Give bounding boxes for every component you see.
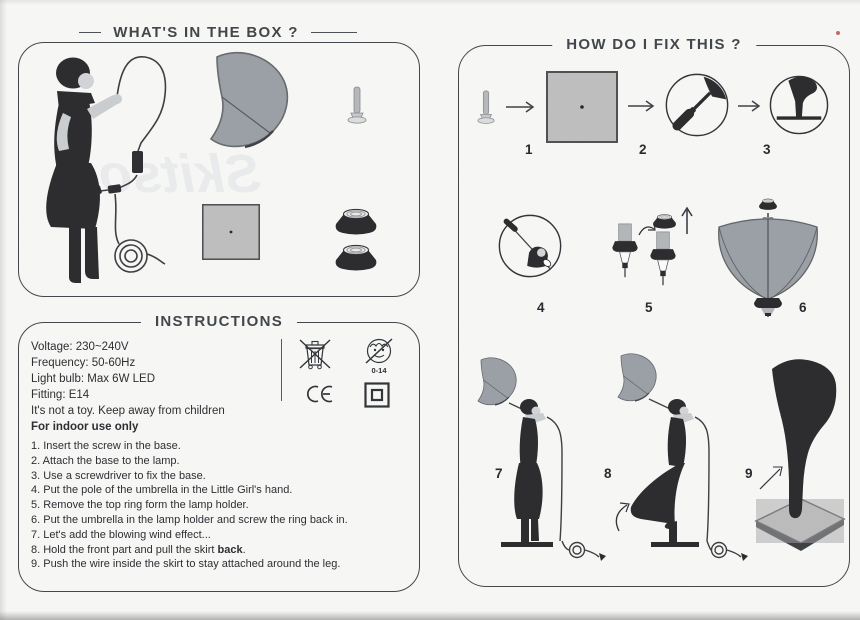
box-contents-panel bbox=[18, 42, 420, 297]
arrow-right-icon-1 bbox=[505, 100, 537, 114]
step5-lamp-holder-b bbox=[649, 231, 677, 287]
little-girl-with-cord-illustration bbox=[29, 51, 177, 289]
spec-frequency: Frequency: 50-60Hz bbox=[31, 357, 136, 369]
whats-in-the-box-title: WHAT'S IN THE BOX ? bbox=[113, 24, 299, 41]
step5-lamp-holder-a bbox=[611, 223, 639, 279]
arrow-right-icon-3 bbox=[737, 99, 763, 113]
step2-screwdriver-circle-icon bbox=[664, 72, 730, 138]
scan-edge-top bbox=[0, 0, 860, 5]
step-number-8: 8 bbox=[604, 466, 612, 481]
step-number-5: 5 bbox=[645, 300, 653, 315]
spec-fitting: Fitting: E14 bbox=[31, 389, 90, 401]
step6-umbrella-into-holder bbox=[713, 197, 823, 317]
wind-curved-arrow bbox=[616, 505, 627, 531]
scan-edge-bottom bbox=[0, 611, 860, 620]
step1-base-square-icon bbox=[546, 71, 618, 143]
step7-assembled-lamp bbox=[459, 353, 614, 565]
spec-bulb: Light bulb: Max 6W LED bbox=[31, 373, 156, 385]
step-number-7: 7 bbox=[495, 466, 503, 481]
step5-removed-ring-icon bbox=[651, 212, 678, 230]
title-line-left bbox=[79, 32, 101, 33]
scan-speck bbox=[836, 31, 840, 35]
up-arrow-icon bbox=[681, 206, 693, 236]
whats-in-the-box-title-row bbox=[18, 24, 418, 41]
instructions-title: INSTRUCTIONS bbox=[141, 313, 297, 330]
step1-screw-icon bbox=[477, 89, 495, 127]
spec-list bbox=[31, 339, 225, 435]
spec-icons-divider bbox=[281, 339, 282, 401]
weee-bin-icon bbox=[298, 336, 332, 372]
umbrella-canopy-illustration bbox=[181, 51, 293, 159]
arrow-right-icon-2 bbox=[627, 99, 657, 113]
instruction-step-8: 8. Hold the front part and pull the skirt back. bbox=[31, 543, 246, 556]
instruction-step-2: 2. Attach the base to the lamp. bbox=[31, 454, 180, 467]
step-number-3: 3 bbox=[763, 142, 771, 157]
how-to-fix-panel bbox=[458, 36, 850, 587]
spec-voltage: Voltage: 230~240V bbox=[31, 341, 129, 353]
age-restriction-icon bbox=[363, 337, 395, 375]
concrete-base-illustration bbox=[202, 204, 260, 260]
pointer-arrow bbox=[760, 469, 780, 489]
title-line-right bbox=[311, 32, 357, 33]
spec-not-a-toy: It's not a toy. Keep away from children bbox=[31, 405, 225, 417]
instruction-step-9: 9. Push the wire inside the skirt to stay attached around the leg. bbox=[31, 558, 341, 571]
cord-coil bbox=[115, 240, 147, 272]
step-number-2: 2 bbox=[639, 142, 647, 157]
step9-wire-inside-skirt bbox=[746, 359, 846, 559]
instruction-step-1: 1. Insert the screw in the base. bbox=[31, 440, 181, 452]
double-insulation-icon bbox=[364, 382, 390, 408]
inline-switch bbox=[108, 184, 122, 194]
instruction-step-6: 6. Put the umbrella in the lamp holder and screw the ring back in. bbox=[31, 513, 348, 526]
ce-mark-icon bbox=[306, 385, 334, 403]
step-number-1: 1 bbox=[525, 142, 533, 157]
instruction-step-5: 5. Remove the top ring form the lamp holder. bbox=[31, 499, 249, 512]
spec-indoor-only: For indoor use only bbox=[31, 421, 139, 433]
lamp-holder-ring-2 bbox=[332, 241, 380, 273]
scan-edge-left bbox=[0, 0, 7, 620]
instructions-panel bbox=[18, 313, 420, 592]
step8-skirt-pulled-back bbox=[601, 351, 753, 563]
step-number-6: 6 bbox=[799, 300, 807, 315]
instruction-step-4: 4. Put the pole of the umbrella in the Little Girl's hand. bbox=[31, 484, 293, 497]
lamp-holder-ring-1 bbox=[332, 205, 380, 237]
step4-pole-in-hand-circle-icon bbox=[497, 213, 563, 279]
step-number-4: 4 bbox=[537, 300, 545, 315]
step3-press-base-circle-icon bbox=[769, 75, 829, 135]
lamp-socket bbox=[132, 151, 143, 173]
age-range-label: 0-14 bbox=[371, 366, 387, 375]
screw-illustration bbox=[347, 85, 367, 127]
instruction-step-3: 3. Use a screwdriver to fix the base. bbox=[31, 469, 206, 482]
instruction-step-7: 7. Let's add the blowing wind effect... bbox=[31, 528, 211, 541]
step-number-9: 9 bbox=[745, 466, 753, 481]
assembly-steps-list bbox=[31, 439, 348, 572]
girl-silhouette bbox=[46, 58, 122, 284]
showthrough-watermark: Skitso bbox=[99, 144, 262, 204]
how-to-fix-title: HOW DO I FIX THIS ? bbox=[552, 36, 756, 53]
